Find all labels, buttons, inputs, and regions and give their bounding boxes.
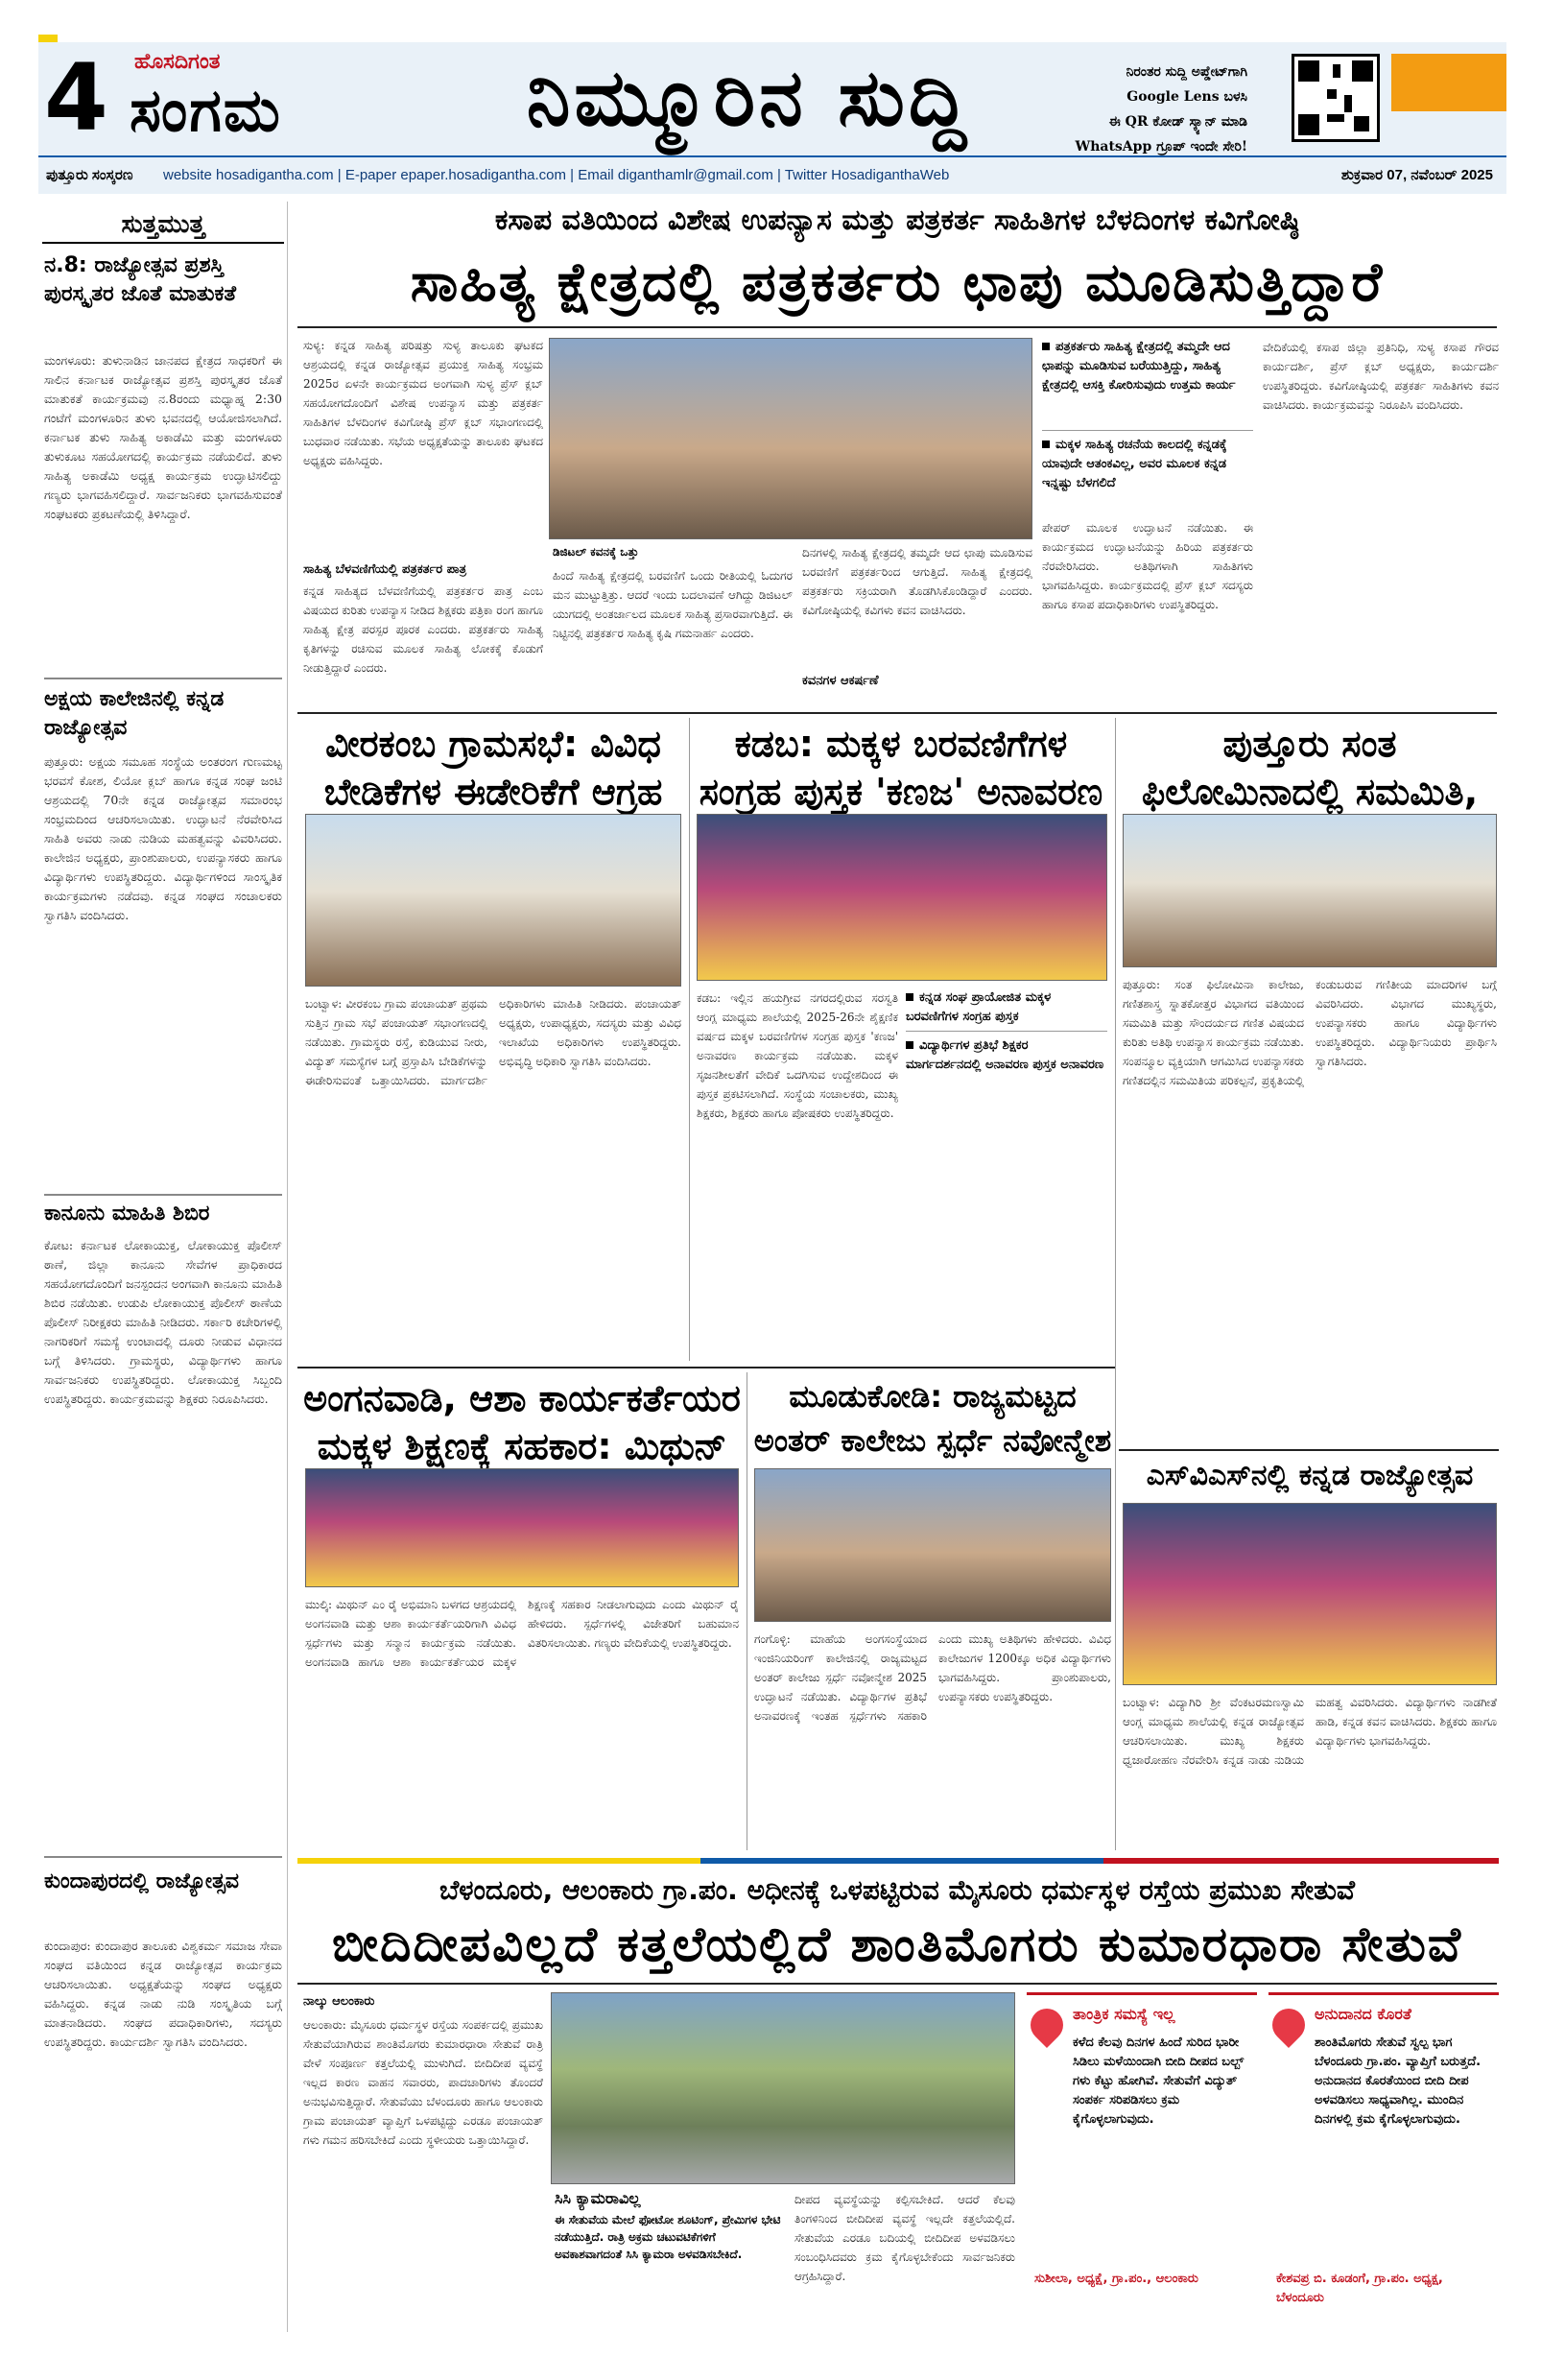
moodu-headline: ಮೂಡುಕೋಡಿ: ರಾಜ್ಯಮಟ್ಟದ ಅಂತರ್ ಕಾಲೇಜು ಸ್ಪರ್ಧೆ ನವೋನ್ಮೇಶ — [753, 1378, 1112, 1459]
divider — [44, 1856, 282, 1858]
drop-icon — [1266, 2002, 1312, 2048]
page-title: ನಿಮ್ಮೂರಿನ ಸುದ್ದಿ — [526, 53, 971, 144]
divider — [1115, 718, 1116, 1850]
story-headline: ನ.8: ರಾಜ್ಯೋತ್ಸವ ಪ್ರಶಸ್ತಿ ಪುರಸ್ಕೃತರ ಜೊತೆ ಮಾತುಕತೆ — [44, 253, 236, 306]
divider — [906, 1031, 1107, 1032]
divider — [297, 1983, 1497, 1985]
divider — [44, 1194, 282, 1196]
divider — [1119, 1449, 1499, 1451]
story-headline: ಅಕ್ಷಯ ಕಾಲೇಜಿನಲ್ಲಿ ಕನ್ನಡ ರಾಜ್ಯೋತ್ಸವ — [44, 687, 225, 740]
quote-signature: ಸುಶೀಲಾ, ಅಧ್ಯಕ್ಷೆ, ಗ್ರಾ.ಪಂ., ಆಲಂಕಾರು — [1034, 2272, 1198, 2286]
divider — [297, 712, 1497, 714]
info-bar — [38, 155, 1506, 194]
section-title: ಸುತ್ತಮುತ್ತ — [42, 205, 284, 244]
anganwadi-photo — [305, 1468, 739, 1587]
drop-icon — [1024, 2002, 1070, 2048]
qr-promo — [969, 60, 1247, 159]
brand-small: ಹೊಸದಿಗಂತ — [134, 50, 221, 74]
highlight-text: ಪತ್ರಕರ್ತರು ಸಾಹಿತ್ಯ ಕ್ಷೇತ್ರದಲ್ಲಿ ತಮ್ಮದೇ ಆದ ಛಾಪನ್ನು ಮೂಡಿಸುವ ಬರೆಯುತ್ತಿದ್ದು, ಸಾಹಿತ್ಯ ಕ್ಷೇತ್ರದಲ್ಲಿ ಆಸಕ್ತಿ ಕೋರಿಸುವುದು ಉತ್ತಮ ಕಾರ್ಯ — [1042, 340, 1236, 393]
moodu-photo — [754, 1468, 1111, 1622]
lead-body-c: ದಿನಗಳಲ್ಲಿ ಸಾಹಿತ್ಯ ಕ್ಷೇತ್ರದಲ್ಲಿ ತಮ್ಮದೇ ಆದ ಛಾಪು ಮೂಡಿಸುವ ಬರವಣಿಗೆ ಪತ್ರಕರ್ತರಿಂದ ಆಗುತ್ತಿದೆ. ಸಾಹಿತ್ಯ ಕ್ಷೇತ್ರದಲ್ಲಿ ಪತ್ರಕರ್ತರು ಸಕ್ರಿಯರಾಗಿ ತೊಡಗಿಸಿಕೊಂಡಿದ್ದಾರೆ ಎಂದರು. ಕವಿಗೋಷ್ಠಿಯಲ್ಲಿ ಕವಿಗಳು ಕವನ ವಾಚಿಸಿದರು. — [802, 546, 1032, 617]
color-band — [297, 1858, 700, 1864]
page-number: 4 — [44, 44, 108, 152]
lead-subhead: ಕವನಗಳ ಆಕರ್ಷಣೆ — [802, 674, 879, 688]
orange-accent — [1391, 54, 1506, 111]
highlight-box — [906, 1036, 1107, 1075]
kadaba-body: ಕಡಬ: ಇಲ್ಲಿನ ಹಯಗ್ರೀವ ನಗರದಲ್ಲಿರುವ ಸರಸ್ವತಿ ಆಂಗ್ಲ ಮಾಧ್ಯಮ ಶಾಲೆಯಲ್ಲಿ 2025-26ನೇ ಶೈಕ್ಷಣಿಕ ವರ್ಷದ ಮಕ್ಕಳ ಬರವಣಿಗೆಗಳ ಸಂಗ್ರಹ ಪುಸ್ತಕ 'ಕಣಜ' ಅನಾವರಣ ಕಾರ್ಯಕ್ರಮ ನಡೆಯಿತು. ಮಕ್ಕಳ ಸೃಜನಶೀಲತೆಗೆ ವೇದಿಕೆ ಒದಗಿಸುವ ಉದ್ದೇಶದಿಂದ ಈ ಪುಸ್ತಕ ಪ್ರಕಟಿಸಲಾಗಿದೆ. ಸಂಸ್ಥೆಯ ಸಂಚಾಲಕರು, ಮುಖ್ಯ ಶಿಕ್ಷಕರು, ಶಿಕ್ಷಕರು ಹಾಗೂ ಪೋಷಕರು ಉಪಸ್ಥಿತರಿದ್ದರು. — [697, 991, 898, 1120]
story-body: ಕುಂದಾಪುರ: ಕುಂದಾಪುರ ತಾಲೂಕು ವಿಶ್ವಕರ್ಮ ಸಮಾಜ ಸೇವಾ ಸಂಘದ ವತಿಯಿಂದ ಕನ್ನಡ ರಾಜ್ಯೋತ್ಸವ ಕಾರ್ಯಕ್ರಮ ಆಚರಿಸಲಾಯಿತು. ಅಧ್ಯಕ್ಷತೆಯನ್ನು ಸಂಘದ ಅಧ್ಯಕ್ಷರು ವಹಿಸಿದ್ದರು. ಕನ್ನಡ ನಾಡು ನುಡಿ ಸಂಸ್ಕೃತಿಯ ಬಗ್ಗೆ ಮಾತನಾಡಿದರು. ಸಂಘದ ಪದಾಧಿಕಾರಿಗಳು, ಸದಸ್ಯರು ಉಪಸ್ಥಿತರಿದ್ದರು. ಕಾರ್ಯದರ್ಶಿ ಸ್ವಾಗತಿಸಿ ವಂದಿಸಿದರು. — [44, 1939, 282, 2049]
lead-body-b: ಹಿಂದೆ ಸಾಹಿತ್ಯ ಕ್ಷೇತ್ರದಲ್ಲಿ ಬರವಣಿಗೆ ಒಂದು ರೀತಿಯಲ್ಲಿ ಓದುಗರ ಮನ ಮುಟ್ಟುತ್ತಿತ್ತು. ಆದರೆ ಇಂದು ಬದಲಾವಣೆ ಆಗಿದ್ದು ಡಿಜಿಟಲ್ ಯುಗದಲ್ಲಿ ಅಂತರ್ಜಾಲದ ಮೂಲಕ ಸಾಹಿತ್ಯ ಪ್ರಸಾರವಾಗುತ್ತಿದೆ. ಈ ನಿಟ್ಟಿನಲ್ಲಿ ಪತ್ರಕರ್ತರ ಸಾಹಿತ್ಯ ಕೃಷಿ ಗಮನಾರ್ಹ ಎಂದರು. — [553, 569, 793, 640]
story-body: ಮಂಗಳೂರು: ತುಳುನಾಡಿನ ಜಾನಪದ ಕ್ಷೇತ್ರದ ಸಾಧಕರಿಗೆ ಈ ಸಾಲಿನ ಕರ್ನಾಟಕ ರಾಜ್ಯೋತ್ಸವ ಪ್ರಶಸ್ತಿ ಪುರಸ್ಕೃತರ ಜೊತೆ ಮಾತುಕತೆ ಕಾರ್ಯಕ್ರಮವು ನ.8ರಂದು ಮಧ್ಯಾಹ್ನ 2:30 ಗಂಟೆಗೆ ಮಂಗಳೂರಿನ ತುಳು ಭವನದಲ್ಲಿ ಆಯೋಜಿಸಲಾಗಿದೆ. ಕರ್ನಾಟಕ ತುಳು ಸಾಹಿತ್ಯ ಅಕಾಡೆಮಿ ಮತ್ತು ಮಂಗಳೂರು ತುಳುಕೂಟ ಸಹಯೋಗದಲ್ಲಿ ಕಾರ್ಯಕ್ರಮ ನಡೆಯಲಿದೆ. ತುಳು ಸಾಹಿತ್ಯ ಅಕಾಡೆಮಿ ಅಧ್ಯಕ್ಷ ಕಾರ್ಯಕ್ರಮ ಉದ್ಘಾಟಿಸಲಿದ್ದು ಗಣ್ಯರು ಭಾಗವಹಿಸಲಿದ್ದಾರೆ. ಸಾರ್ವಜನಿಕರು ಭಾಗವಹಿಸುವಂತೆ ಸಂಘಟಕರು ಪ್ರಕಟಣೆಯಲ್ಲಿ ತಿಳಿಸಿದ್ದಾರೆ. — [44, 353, 282, 521]
brand-name: ಸಂಗಮ — [130, 75, 282, 145]
bridge-kicker: ಬೆಳಂದೂರು, ಆಲಂಕಾರು ಗ್ರಾ.ಪಂ. ಅಧೀನಕ್ಕೆ ಒಳಪಟ್ಟಿರುವ ಮೈಸೂರು ಧರ್ಮಸ್ಥಳ ರಸ್ತೆಯ ಪ್ರಮುಖ ಸೇತುವೆ — [439, 1874, 1355, 1906]
bridge-headline: ಬೀದಿದೀಪವಿಲ್ಲದೆ ಕತ್ತಲೆಯಲ್ಲಿದೆ ಶಾಂತಿಮೊಗರು ಕುಮಾರಧಾರಾ ಸೇತುವೆ — [332, 1916, 1462, 1972]
highlight-text: ಕನ್ನಡ ಸಂಘ ಪ್ರಾಯೋಜಿತ ಮಕ್ಕಳ ಬರವಣಿಗೆಗಳ ಸಂಗ್ರಹ ಪುಸ್ತಕ — [906, 990, 1052, 1024]
story-headline: ಕಾನೂನು ಮಾಹಿತಿ ಶಿಬಿರ — [44, 1202, 210, 1226]
puttur-headline: ಪುತ್ತೂರು ಸಂತ ಫಿಲೋಮಿನಾದಲ್ಲಿ ಸಮಮಿತಿ, — [1141, 723, 1479, 813]
quote-box-1 — [1027, 1992, 1257, 2328]
edition-label: ಪುತ್ತೂರು ಸಂಸ್ಕರಣ — [46, 167, 133, 183]
quote-signature: ಕೇಶವಪ್ರ ಬಿ. ಕೂಡಂಗೆ, ಗ್ರಾ.ಪಂ. ಅಧ್ಯಕ್ಷ, ಬೆಳಂದೂರು — [1276, 2272, 1443, 2305]
lead-photo — [549, 338, 1032, 539]
svs-headline: ಎಸ್‌ವಿಎಸ್‌ನಲ್ಲಿ ಕನ್ನಡ ರಾಜ್ಯೋತ್ಸವ — [1146, 1459, 1474, 1492]
highlight-box — [1042, 436, 1253, 493]
photo-caption-text: ಈ ಸೇತುವೆಯ ಮೇಲೆ ಫೋಟೋ ಶೂಟಿಂಗ್, ಪ್ರೇಮಿಗಳ ಭೇಟಿ ನಡೆಯುತ್ತಿದೆ. ರಾತ್ರಿ ಅಕ್ರಮ ಚಟುವಟಿಕೆಗಳಿಗೆ ಅವಕಾಶವಾಗದಂತೆ ಸಿಸಿ ಕ್ಯಾಮರಾ ಅಳವಡಿಸಬೇಕಿದೆ. — [555, 2213, 781, 2261]
story-body: ಕೋಟ: ಕರ್ನಾಟಕ ಲೋಕಾಯುಕ್ತ, ಲೋಕಾಯುಕ್ತ ಪೊಲೀಸ್ ಠಾಣೆ, ಜಿಲ್ಲಾ ಕಾನೂನು ಸೇವೆಗಳ ಪ್ರಾಧಿಕಾರದ ಸಹಯೋಗದೊಂದಿಗೆ ಜನಸ್ಪಂದನ ಅಂಗವಾಗಿ ಕಾನೂನು ಮಾಹಿತಿ ಶಿಬಿರ ನಡೆಯಿತು. ಉಡುಪಿ ಲೋಕಾಯುಕ್ತ ಪೊಲೀಸ್ ಠಾಣೆಯ ಪೊಲೀಸ್ ನಿರೀಕ್ಷಕರು ಮಾಹಿತಿ ನೀಡಿದರು. ಸರ್ಕಾರಿ ಕಚೇರಿಗಳಲ್ಲಿ ನಾಗರಿಕರಿಗೆ ಸಮಸ್ಯೆ ಉಂಟಾದಲ್ಲಿ ದೂರು ನೀಡುವ ವಿಧಾನದ ಬಗ್ಗೆ ತಿಳಿಸಿದರು. ಗ್ರಾಮಸ್ಥರು, ವಿದ್ಯಾರ್ಥಿಗಳು ಹಾಗೂ ಸಾರ್ವಜನಿಕರು ಉಪಸ್ಥಿತರಿದ್ದರು. ಲೋಕಾಯುಕ್ತ ಸಿಬ್ಬಂದಿ ಉಪಸ್ಥಿತರಿದ್ದರು. ಕಾರ್ಯಕ್ರಮವನ್ನು ಶಿಕ್ಷಕರು ನಿರೂಪಿಸಿದರು. — [44, 1238, 282, 1406]
svs-photo — [1123, 1503, 1497, 1685]
divider — [44, 678, 282, 679]
left-story-2 — [44, 685, 282, 743]
kadaba-headline: ಕಡಬ: ಮಕ್ಕಳ ಬರವಣಿಗೆಗಳ ಸಂಗ್ರಹ ಪುಸ್ತಕ 'ಕಣಜ' ಅನಾವರಣ — [699, 723, 1103, 813]
story-headline: ಕುಂದಾಪುರದಲ್ಲಿ ರಾಜ್ಯೋತ್ಸವ — [44, 1869, 240, 1893]
quote-head: ಅನುದಾನದ ಕೊರತೆ — [1315, 2005, 1411, 2023]
svs-body: ಬಂಟ್ವಾಳ: ವಿದ್ಯಾಗಿರಿ ಶ್ರೀ ವೆಂಕಟರಮಣಸ್ವಾಮಿ ಆಂಗ್ಲ ಮಾಧ್ಯಮ ಶಾಲೆಯಲ್ಲಿ ಕನ್ನಡ ರಾಜ್ಯೋತ್ಸವ ಆಚರಿಸಲಾಯಿತು. ಮುಖ್ಯ ಶಿಕ್ಷಕರು ಧ್ವಜಾರೋಹಣ ನೆರವೇರಿಸಿ ಕನ್ನಡ ನಾಡು ನುಡಿಯ ಮಹತ್ವ ವಿವರಿಸಿದರು. ವಿದ್ಯಾರ್ಥಿಗಳು ನಾಡಗೀತೆ ಹಾಡಿ, ಕನ್ನಡ ಕವನ ವಾಚಿಸಿದರು. ಶಿಕ್ಷಕರು ಹಾಗೂ ವಿದ್ಯಾರ್ಥಿಗಳು ಭಾಗವಹಿಸಿದ್ದರು. — [1123, 1696, 1497, 1767]
bridge-body-b: ದೀಪದ ವ್ಯವಸ್ಥೆಯನ್ನು ಕಲ್ಪಿಸಬೇಕಿದೆ. ಆದರೆ ಕೆಲವು ತಿಂಗಳಿನಿಂದ ಬೀದಿದೀಪ ವ್ಯವಸ್ಥೆ ಇಲ್ಲದೇ ಕತ್ತಲೆಯಲ್ಲಿದೆ. ಸೇತುವೆಯ ಎರಡೂ ಬದಿಯಲ್ಲಿ ಬೀದಿದೀಪ ಅಳವಡಿಸಲು ಸಂಬಂಧಿಸಿದವರು ಕ್ರಮ ಕೈಗೊಳ್ಳಬೇಕೆಂದು ಸಾರ್ವಜನಿಕರು ಆಗ್ರಹಿಸಿದ್ದಾರೆ. — [794, 2193, 1015, 2283]
divider — [1042, 430, 1253, 431]
kadaba-photo — [697, 814, 1107, 981]
lead-headline: ಸಾಹಿತ್ಯ ಕ್ಷೇತ್ರದಲ್ಲಿ ಪತ್ರಕರ್ತರು ಛಾಪು ಮೂಡಿಸುತ್ತಿದ್ದಾರೆ — [410, 251, 1385, 314]
veera-headline: ವೀರಕಂಬ ಗ್ರಾಮಸಭೆ: ವಿವಿಧ ಬೇಡಿಕೆಗಳ ಈಡೇರಿಕೆಗೆ ಆಗ್ರಹ — [323, 723, 663, 813]
left-story-4 — [44, 1868, 282, 1896]
puttur-body: ಪುತ್ತೂರು: ಸಂತ ಫಿಲೋಮಿನಾ ಕಾಲೇಜು, ಗಣಿತಶಾಸ್ತ್ರ ಸ್ನಾತಕೋತ್ತರ ವಿಭಾಗದ ವತಿಯಿಂದ ಸಮಮಿತಿ ಮತ್ತು ಸೌಂದರ್ಯದ ಗಣಿತ ವಿಷಯದ ಕುರಿತು ಅತಿಥಿ ಉಪನ್ಯಾಸ ಕಾರ್ಯಕ್ರಮ ನಡೆಯಿತು. ಸಂಪನ್ಮೂಲ ವ್ಯಕ್ತಿಯಾಗಿ ಆಗಮಿಸಿದ ಉಪನ್ಯಾಸಕರು ಗಣಿತದಲ್ಲಿನ ಸಮಮಿತಿಯ ಪರಿಕಲ್ಪನೆ, ಪ್ರಕೃತಿಯಲ್ಲಿ ಕಂಡುಬರುವ ಗಣಿತೀಯ ಮಾದರಿಗಳ ಬಗ್ಗೆ ವಿವರಿಸಿದರು. ವಿಭಾಗದ ಮುಖ್ಯಸ್ಥರು, ಉಪನ್ಯಾಸಕರು ಹಾಗೂ ವಿದ್ಯಾರ್ಥಿಗಳು ಉಪಸ್ಥಿತರಿದ್ದರು. ವಿದ್ಯಾರ್ಥಿನಿಯರು ಪ್ರಾರ್ಥಿಸಿ ಸ್ವಾಗತಿಸಿದರು. — [1123, 978, 1497, 1087]
divider — [689, 718, 690, 1361]
moodu-body: ಗಂಗೊಳ್ಳಿ: ಮಾಹೆಯ ಅಂಗಸಂಸ್ಥೆಯಾದ ಇಂಜಿನಿಯರಿಂಗ್ ಕಾಲೇಜಿನಲ್ಲಿ ರಾಜ್ಯಮಟ್ಟದ ಅಂತರ್ ಕಾಲೇಜು ಸ್ಪರ್ಧೆ ನವೋನ್ಮೇಶ 2025 ಉದ್ಘಾಟನೆ ನಡೆಯಿತು. ವಿದ್ಯಾರ್ಥಿಗಳ ಪ್ರತಿಭೆ ಅನಾವರಣಕ್ಕೆ ಇಂತಹ ಸ್ಪರ್ಧೆಗಳು ಸಹಕಾರಿ ಎಂದು ಮುಖ್ಯ ಅತಿಥಿಗಳು ಹೇಳಿದರು. ವಿವಿಧ ಕಾಲೇಜುಗಳ 1200ಕ್ಕೂ ಅಧಿಕ ವಿದ್ಯಾರ್ಥಿಗಳು ಭಾಗವಹಿಸಿದ್ದರು. ಪ್ರಾಂಶುಪಾಲರು, ಉಪನ್ಯಾಸಕರು ಉಪಸ್ಥಿತರಿದ್ದರು. — [754, 1632, 1111, 1723]
photo-caption: ಸಿಸಿ ಕ್ಯಾಮರಾವಿಲ್ಲ — [555, 2189, 641, 2207]
anganwadi-headline: ಅಂಗನವಾಡಿ, ಆಶಾ ಕಾರ್ಯಕರ್ತೆಯರ ಮಕ್ಕಳ ಶಿಕ್ಷಣಕ್ಕೆ ಸಹಕಾರ: ಮಿಥುನ್ — [303, 1377, 741, 1467]
veera-body: ಬಂಟ್ವಾಳ: ವೀರಕಂಬ ಗ್ರಾಮ ಪಂಚಾಯತ್ ಪ್ರಥಮ ಸುತ್ತಿನ ಗ್ರಾಮ ಸಭೆ ಪಂಚಾಯತ್ ಸಭಾಂಗಣದಲ್ಲಿ ನಡೆಯಿತು. ಗ್ರಾಮಸ್ಥರು ರಸ್ತೆ, ಕುಡಿಯುವ ನೀರು, ವಿದ್ಯುತ್ ಸಮಸ್ಯೆಗಳ ಬಗ್ಗೆ ಪ್ರಸ್ತಾಪಿಸಿ ಬೇಡಿಕೆಗಳನ್ನು ಈಡೇರಿಸುವಂತೆ ಒತ್ತಾಯಿಸಿದರು. ಮಾರ್ಗದರ್ಶಿ ಅಧಿಕಾರಿಗಳು ಮಾಹಿತಿ ನೀಡಿದರು. ಪಂಚಾಯತ್ ಅಧ್ಯಕ್ಷರು, ಉಪಾಧ್ಯಕ್ಷರು, ಸದಸ್ಯರು ಮತ್ತು ವಿವಿಧ ಇಲಾಖೆಯ ಅಧಿಕಾರಿಗಳು ಉಪಸ್ಥಿತರಿದ್ದರು. ಅಭಿವೃದ್ಧಿ ಅಧಿಕಾರಿ ಸ್ವಾಗತಿಸಿ ವಂದಿಸಿದರು. — [305, 997, 681, 1087]
lead-body-a2: ಕನ್ನಡ ಸಾಹಿತ್ಯದ ಬೆಳವಣಿಗೆಯಲ್ಲಿ ಪತ್ರಕರ್ತರ ಪಾತ್ರ ಎಂಬ ವಿಷಯದ ಕುರಿತು ಉಪನ್ಯಾಸ ನೀಡಿದ ಶಿಕ್ಷಕರು ಪತ್ರಿಕಾ ರಂಗ ಹಾಗೂ ಸಾಹಿತ್ಯ ಕ್ಷೇತ್ರ ಪರಸ್ಪರ ಪೂರಕ ಎಂದರು. ಪತ್ರಕರ್ತರು ಸಾಹಿತ್ಯ ಕೃತಿಗಳನ್ನು ರಚಿಸುವ ಮೂಲಕ ಸಾಹಿತ್ಯ ಲೋಕಕ್ಕೆ ಕೊಡುಗೆ ನೀಡುತ್ತಿದ್ದಾರೆ ಎಂದರು. — [303, 584, 543, 675]
qr-promo-line: ನಿರಂತರ ಸುದ್ದಿ ಅಪ್ಡೇಟ್‌ಗಾಗಿ — [1126, 64, 1247, 80]
lead-kicker: ಕಸಾಪ ವತಿಯಿಂದ ವಿಶೇಷ ಉಪನ್ಯಾಸ ಮತ್ತು ಪತ್ರಕರ್ತ ಸಾಹಿತಿಗಳ ಬೆಳದಿಂಗಳ ಕವಿಗೋಷ್ಠಿ — [494, 203, 1300, 237]
highlight-box — [1042, 338, 1253, 395]
quote-box-2 — [1268, 1992, 1499, 2328]
quote-head: ತಾಂತ್ರಿಕ ಸಮಸ್ಯೆ ಇಲ್ಲ — [1073, 2005, 1175, 2023]
highlight-text: ಮಕ್ಕಳ ಸಾಹಿತ್ಯ ರಚನೆಯ ಕಾಲದಲ್ಲಿ ಕನ್ನಡಕ್ಕೆ ಯಾವುದೇ ಆತಂಕವಿಲ್ಲ, ಅವರ ಮೂಲಕ ಕನ್ನಡ ಇನ್ನಷ್ಟು ಬೆಳಗಲಿದೆ — [1042, 438, 1227, 490]
quote-text: ಶಾಂತಿಮೊಗರು ಸೇತುವೆ ಸ್ವಲ್ಪ ಭಾಗ ಬೆಳಂದೂರು ಗ್ರಾ.ಪಂ. ವ್ಯಾಪ್ತಿಗೆ ಬರುತ್ತದೆ. ಅನುದಾನದ ಕೊರತೆಯಿಂದ ಬೀದಿ ದೀಪ ಅಳವಡಿಸಲು ಸಾಧ್ಯವಾಗಿಲ್ಲ. ಮುಂದಿನ ದಿನಗಳಲ್ಲಿ ಕ್ರಮ ಕೈಗೊಳ್ಳಲಾಗುವುದು. — [1315, 2035, 1482, 2127]
divider — [297, 326, 1497, 328]
photo-caption: ಡಿಜಿಟಲ್ ಕವನಕ್ಕೆ ಒತ್ತು — [553, 545, 639, 559]
byline: ನಾಲ್ಕು ಆಲಂಕಾರು — [303, 1994, 375, 2009]
qr-promo-line: WhatsApp ಗ್ರೂಪ್ ಇಂದೇ ಸೇರಿ! — [1075, 139, 1247, 155]
story-body: ಪುತ್ತೂರು: ಅಕ್ಷಯ ಸಮೂಹ ಸಂಸ್ಥೆಯ ಅಂತರಂಗ ಗುಣಮಟ್ಟ ಭರವಸೆ ಕೋಶ, ಲಿಯೋ ಕ್ಲಬ್ ಹಾಗೂ ಕನ್ನಡ ಸಂಘ ಜಂಟಿ ಆಶ್ರಯದಲ್ಲಿ 70ನೇ ಕನ್ನಡ ರಾಜ್ಯೋತ್ಸವ ಸಮಾರಂಭ ಸಂಭ್ರಮದಿಂದ ಆಚರಿಸಲಾಯಿತು. ಉದ್ಘಾಟನೆ ನೆರವೇರಿಸಿದ ಸಾಹಿತಿ ಅವರು ನಾಡು ನುಡಿಯ ಮಹತ್ವವನ್ನು ವಿವರಿಸಿದರು. ಕಾಲೇಜಿನ ಅಧ್ಯಕ್ಷರು, ಪ್ರಾಂಶುಪಾಲರು, ಉಪನ್ಯಾಸಕರು ಹಾಗೂ ವಿದ್ಯಾರ್ಥಿಗಳು ಉಪಸ್ಥಿತರಿದ್ದರು. ವಿದ್ಯಾರ್ಥಿಗಳಿಂದ ಸಾಂಸ್ಕೃತಿಕ ಕಾರ್ಯಕ್ರಮಗಳು ನಡೆದವು. ಕನ್ನಡ ಸಂಘದ ಸಂಚಾಲಕರು ಸ್ವಾಗತಿಸಿ ವಂದಿಸಿದರು. — [44, 754, 282, 922]
qr-code-icon[interactable] — [1292, 54, 1380, 142]
color-band — [700, 1858, 1103, 1864]
color-band — [1103, 1858, 1499, 1864]
qr-promo-line: Google Lens ಬಳಸಿ — [1126, 89, 1247, 105]
issue-date: ಶುಕ್ರವಾರ 07, ನವೆಂಬರ್ 2025 — [1340, 167, 1493, 183]
anganwadi-body: ಮುಲ್ಕಿ: ಮಿಥುನ್ ಎಂ ರೈ ಅಭಿಮಾನಿ ಬಳಗದ ಆಶ್ರಯದಲ್ಲಿ ಅಂಗನವಾಡಿ ಮತ್ತು ಆಶಾ ಕಾರ್ಯಕರ್ತೆಯರಿಗಾಗಿ ವಿವಿಧ ಸ್ಪರ್ಧೆಗಳು ಮತ್ತು ಸನ್ಮಾನ ಕಾರ್ಯಕ್ರಮ ನಡೆಯಿತು. ಅಂಗನವಾಡಿ ಹಾಗೂ ಆಶಾ ಕಾರ್ಯಕರ್ತೆಯರ ಮಕ್ಕಳ ಶಿಕ್ಷಣಕ್ಕೆ ಸಹಕಾರ ನೀಡಲಾಗುವುದು ಎಂದು ಮಿಥುನ್ ರೈ ಹೇಳಿದರು. ಸ್ಪರ್ಧೆಗಳಲ್ಲಿ ವಿಜೇತರಿಗೆ ಬಹುಮಾನ ವಿತರಿಸಲಾಯಿತು. ಗಣ್ಯರು ವೇದಿಕೆಯಲ್ಲಿ ಉಪಸ್ಥಿತರಿದ್ದರು. — [305, 1598, 739, 1669]
contact-links[interactable]: website hosadigantha.com | E-paper epaper.hosadigantha.com | Email diganthamlr@gmail.com | Twitter HosadiganthaWeb — [163, 167, 950, 183]
qr-promo-line: ಈ QR ಕೋಡ್ ಸ್ಕ್ಯಾನ್ ಮಾಡಿ — [1108, 114, 1247, 130]
lead-subhead: ಸಾಹಿತ್ಯ ಬೆಳವಣಿಗೆಯಲ್ಲಿ ಪತ್ರಕರ್ತರ ಪಾತ್ರ — [303, 562, 467, 577]
left-story-3 — [44, 1200, 282, 1228]
lead-body-d: ಪೇಪರ್ ಮೂಲಕ ಉದ್ಘಾಟನೆ ನಡೆಯಿತು. ಈ ಕಾರ್ಯಕ್ರಮದ ಉದ್ಘಾಟನೆಯನ್ನು ಹಿರಿಯ ಪತ್ರಕರ್ತರು ನೆರವೇರಿಸಿದರು. ಅತಿಥಿಗಳಾಗಿ ಸಾಹಿತಿಗಳು ಭಾಗವಹಿಸಿದ್ದರು. ಕಾರ್ಯಕ್ರಮದಲ್ಲಿ ಪ್ರೆಸ್ ಕ್ಲಬ್ ಸದಸ್ಯರು ಹಾಗೂ ಕಸಾಪ ಪದಾಧಿಕಾರಿಗಳು ಉಪಸ್ಥಿತರಿದ್ದರು. — [1042, 521, 1253, 611]
lead-body-e: ವೇದಿಕೆಯಲ್ಲಿ ಕಸಾಪ ಜಿಲ್ಲಾ ಪ್ರತಿನಿಧಿ, ಸುಳ್ಯ ಕಸಾಪ ಗೌರವ ಕಾರ್ಯದರ್ಶಿ, ಪ್ರೆಸ್ ಕ್ಲಬ್ ಅಧ್ಯಕ್ಷರು, ಕಾರ್ಯದರ್ಶಿ ಉಪಸ್ಥಿತರಿದ್ದರು. ಕವಿಗೋಷ್ಠಿಯಲ್ಲಿ ಪತ್ರಕರ್ತ ಸಾಹಿತಿಗಳು ಕವನ ವಾಚಿಸಿದರು. ಕಾರ್ಯಕ್ರಮವನ್ನು ನಿರೂಪಿಸಿ ವಂದಿಸಿದರು. — [1263, 341, 1499, 412]
highlight-text: ವಿದ್ಯಾರ್ಥಿಗಳ ಪ್ರತಿಭೆ ಶಿಕ್ಷಕರ ಮಾರ್ಗದರ್ಶನದಲ್ಲಿ ಅನಾವರಣ ಪುಸ್ತಕ ಅನಾವರಣ — [906, 1038, 1104, 1072]
lead-body-a: ಸುಳ್ಯ: ಕನ್ನಡ ಸಾಹಿತ್ಯ ಪರಿಷತ್ತು ಸುಳ್ಯ ತಾಲೂಕು ಘಟಕದ ಆಶ್ರಯದಲ್ಲಿ ಕನ್ನಡ ರಾಜ್ಯೋತ್ಸವ ಪ್ರಯುಕ್ತ ಸಾಹಿತ್ಯ ಸಂಭ್ರಮ 2025ರ ಏಳನೇ ಕಾರ್ಯಕ್ರಮದ ಅಂಗವಾಗಿ ಸುಳ್ಯ ಪ್ರೆಸ್ ಕ್ಲಬ್ ಸಹಯೋಗದೊಂದಿಗೆ ವಿಶೇಷ ಉಪನ್ಯಾಸ ಮತ್ತು ಪತ್ರಕರ್ತ ಸಾಹಿತಿಗಳ ಬೆಳದಿಂಗಳ ಕವಿಗೋಷ್ಠಿ ಪ್ರೆಸ್ ಕ್ಲಬ್ ಸಭಾಂಗಣದಲ್ಲಿ ಬುಧವಾರ ನಡೆಯಿತು. ಸಭೆಯ ಅಧ್ಯಕ್ಷತೆಯನ್ನು ತಾಲೂಕು ಘಟಕದ ಅಧ್ಯಕ್ಷರು ವಹಿಸಿದ್ದರು. — [303, 339, 543, 467]
bridge-body-a: ಆಲಂಕಾರು: ಮೈಸೂರು ಧರ್ಮಸ್ಥಳ ರಸ್ತೆಯ ಸಂಪರ್ಕದಲ್ಲಿ ಪ್ರಮುಖ ಸೇತುವೆಯಾಗಿರುವ ಶಾಂತಿಮೊಗರು ಕುಮಾರಧಾರಾ ಸೇತುವೆ ರಾತ್ರಿ ವೇಳೆ ಸಂಪೂರ್ಣ ಕತ್ತಲೆಯಲ್ಲಿ ಮುಳುಗಿದೆ. ಬೀದಿದೀಪ ವ್ಯವಸ್ಥೆ ಇಲ್ಲದ ಕಾರಣ ವಾಹನ ಸವಾರರು, ಪಾದಚಾರಿಗಳು ತೊಂದರೆ ಅನುಭವಿಸುತ್ತಿದ್ದಾರೆ. ಸೇತುವೆಯು ಬೆಳಂದೂರು ಹಾಗೂ ಆಲಂಕಾರು ಗ್ರಾಮ ಪಂಚಾಯತ್ ವ್ಯಾಪ್ತಿಗೆ ಒಳಪಟ್ಟಿದ್ದು ಎರಡೂ ಪಂಚಾಯತ್ ಗಳು ಗಮನ ಹರಿಸಬೇಕಿದೆ ಎಂದು ಸ್ಥಳೀಯರು ಒತ್ತಾಯಿಸಿದ್ದಾರೆ. — [303, 2018, 543, 2147]
bridge-photo — [551, 1992, 1015, 2184]
puttur-photo — [1123, 814, 1497, 967]
divider — [297, 1367, 1115, 1368]
quote-text: ಕಳೆದ ಕೆಲವು ದಿನಗಳ ಹಿಂದೆ ಸುರಿದ ಭಾರೀ ಸಿಡಿಲು ಮಳೆಯಿಂದಾಗಿ ಬೀದಿ ದೀಪದ ಬಲ್ಬ್ ಗಳು ಕೆಟ್ಟು ಹೋಗಿವೆ. ಸೇತುವೆಗೆ ವಿದ್ಯುತ್ ಸಂಪರ್ಕ ಸರಿಪಡಿಸಲು ಕ್ರಮ ಕೈಗೊಳ್ಳಲಾಗುವುದು. — [1073, 2035, 1245, 2127]
left-story-1 — [44, 251, 282, 309]
veera-photo — [305, 814, 681, 987]
highlight-box — [906, 988, 1107, 1027]
